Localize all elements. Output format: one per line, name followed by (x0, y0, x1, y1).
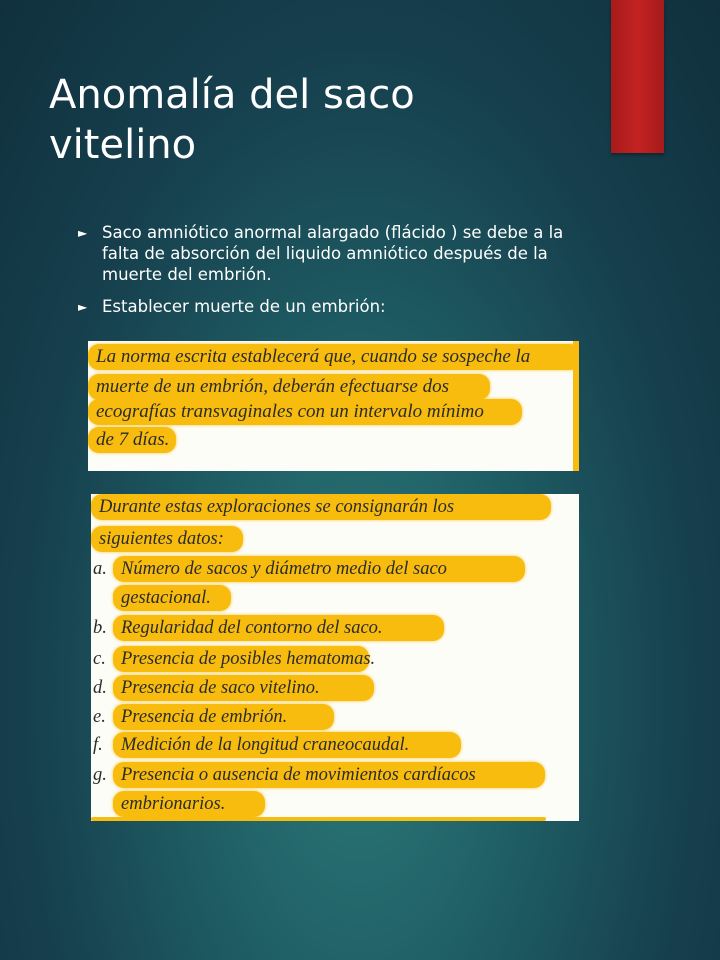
scan-item-text: Medición de la longitud craneocaudal. (113, 732, 461, 758)
scan-item-text: Número de sacos y diámetro medio del saco (113, 556, 525, 582)
slide-title-line-1: Anomalía del saco (49, 72, 415, 118)
scanned-excerpt-bottom (91, 494, 579, 821)
scan-top-line-4: de 7 días. (88, 427, 176, 453)
scan-item-text: Regularidad del contorno del saco. (113, 615, 444, 641)
scan-top-highlight-edge (573, 341, 579, 471)
scan-bottom-highlight-edge (91, 817, 546, 821)
scan-item-text: embrionarios. (113, 791, 265, 817)
scan-bottom-intro-line-1: Durante estas exploraciones se consignarán los (91, 494, 551, 520)
slide-title (49, 70, 589, 170)
scan-item-text: Presencia o ausencia de movimientos cardíacos (113, 762, 545, 788)
scan-item-text: Presencia de posibles hematomas. (113, 646, 369, 672)
bullet-text-2: Establecer muerte de un embrión: (102, 297, 386, 316)
scan-item-text: gestacional. (113, 585, 231, 611)
bullet-item-1 (78, 222, 578, 285)
scan-bottom-intro-line-2: siguientes datos: (91, 526, 243, 552)
item-letter: b. (93, 618, 107, 638)
bullet-list (78, 222, 578, 317)
bullet-text-1: Saco amniótico anormal alargado (flácido ) se debe a la falta de absorción del liquido amniótico después de la muerte del embrión. (102, 223, 564, 284)
item-letter: g. (93, 765, 107, 785)
red-ribbon-accent (611, 0, 664, 153)
bullet-item-2 (78, 296, 578, 317)
item-letter: a. (93, 559, 107, 579)
scan-top-line-2: muerte de un embrión, deberán efectuarse dos (88, 374, 490, 400)
scan-item-text: Presencia de embrión. (113, 704, 334, 730)
scanned-excerpt-top (88, 341, 579, 471)
item-letter: e. (93, 707, 106, 727)
triangle-bullet-icon: ► (78, 226, 88, 240)
slide-title-line-2: vitelino (49, 122, 197, 168)
item-letter: d. (93, 678, 107, 698)
scan-top-line-1: La norma escrita establecerá que, cuando se sospeche la (88, 344, 579, 370)
triangle-bullet-icon: ► (78, 300, 88, 314)
scan-top-line-3: ecografías transvaginales con un intervalo mínimo (88, 399, 522, 425)
scan-item-text: Presencia de saco vitelino. (113, 675, 374, 701)
item-letter: c. (93, 649, 106, 669)
item-letter: f. (93, 735, 103, 755)
